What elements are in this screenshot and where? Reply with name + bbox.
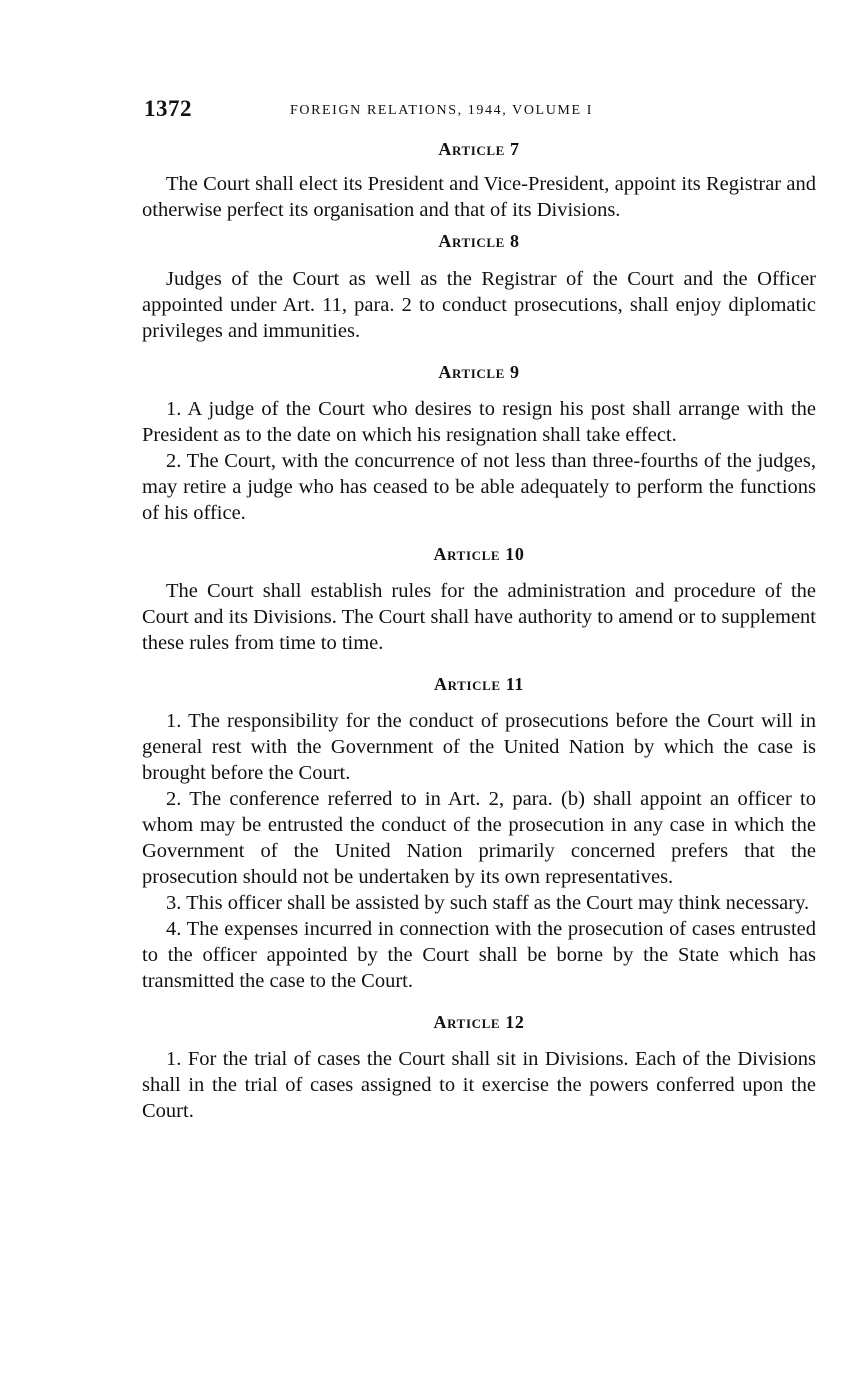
article-8 (142, 231, 816, 344)
article-9 (142, 362, 816, 526)
page-number: 1372 (144, 96, 192, 121)
running-head (142, 96, 816, 130)
article-paragraph: 1. For the trial of cases the Court shall sit in Divisions. Each of the Divisions shall in the trial of cases assigned to it exercise the powers conferred upon the Court. (142, 1048, 816, 1122)
article-heading: Article 7 (438, 139, 520, 159)
article-paragraph: 4. The expenses incurred in connection with the prosecution of cases entrusted to the officer appointed by the Court shall be borne by the State which has transmitted the case to the Court. (142, 918, 816, 992)
running-head-title: FOREIGN RELATIONS, 1944, VOLUME I (290, 103, 593, 118)
article-10 (142, 544, 816, 656)
article-paragraph: The Court shall elect its President and Vice-President, appoint its Registrar and otherwise perfect its organisation and that of its Divisions. (142, 173, 816, 221)
article-7 (142, 139, 816, 223)
article-paragraph: 3. This officer shall be assisted by such staff as the Court may think necessary. (166, 892, 810, 914)
article-11 (142, 674, 816, 994)
article-paragraph: Judges of the Court as well as the Registrar of the Court and the Officer appointed under Art. 11, para. 2 to conduct prosecutions, shall enjoy diplomatic privileges and immunities. (142, 268, 816, 342)
article-paragraph: 1. The responsibility for the conduct of prosecutions before the Court will in general rest with the Government of the United Nation by which the case is brought before the Court. (142, 710, 816, 784)
article-heading: Article 12 (433, 1012, 525, 1032)
article-paragraph: 2. The conference referred to in Art. 2, para. (b) shall appoint an officer to whom may be entrusted the conduct of the prosecution in any case in which the Government of the United Nation primarily concerned prefers that the prosecution should not be undertaken by its own representatives. (142, 788, 816, 888)
article-12 (142, 1012, 816, 1124)
article-heading: Article 11 (434, 674, 524, 694)
article-heading: Article 9 (438, 362, 520, 382)
article-heading: Article 10 (433, 544, 525, 564)
article-paragraph: The Court shall establish rules for the administration and procedure of the Court and its Divisions. The Court shall have authority to amend or to supplement these rules from time to time. (142, 580, 816, 654)
article-paragraph: 2. The Court, with the concurrence of not less than three-fourths of the judges, may retire a judge who has ceased to be able adequately to perform the functions of his office. (142, 450, 816, 524)
article-paragraph: 1. A judge of the Court who desires to resign his post shall arrange with the President as to the date on which his resignation shall take effect. (142, 398, 816, 446)
article-heading: Article 8 (438, 231, 520, 251)
document-page (142, 96, 816, 1124)
